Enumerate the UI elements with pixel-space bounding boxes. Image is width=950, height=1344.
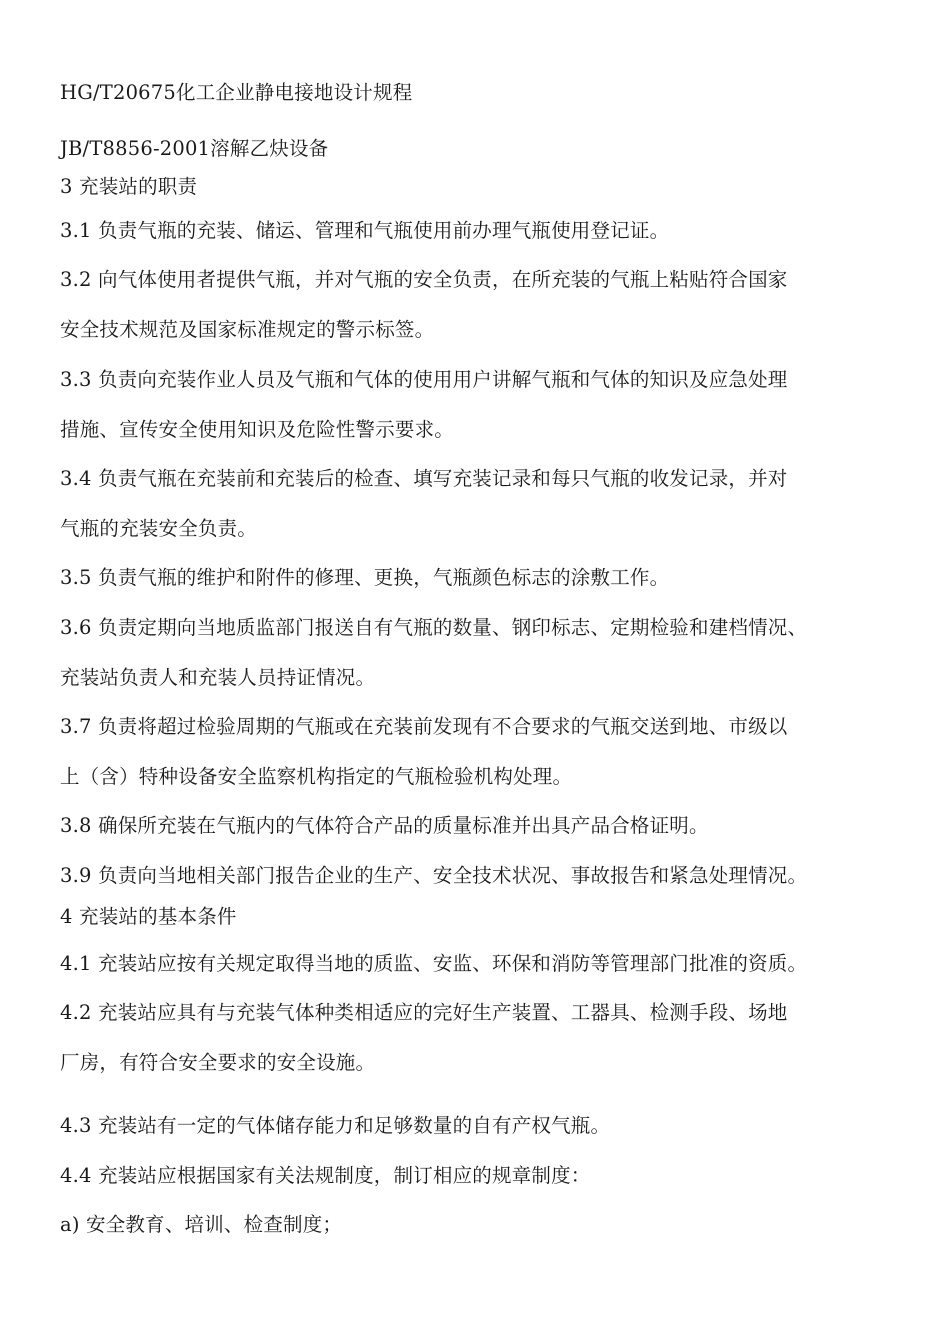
clause-line: 3.1 负责气瓶的充装、储运、管理和气瓶使用前办理气瓶使用登记证。 xyxy=(60,219,670,242)
clause-line: 3.3 负责向充装作业人员及气瓶和气体的使用用户讲解气瓶和气体的知识及应急处理 xyxy=(60,368,788,391)
clause-line: 3.5 负责气瓶的维护和附件的修理、更换，气瓶颜色标志的涂敷工作。 xyxy=(60,566,670,589)
clause-line: 3.8 确保所充装在气瓶内的气体符合产品的质量标准并出具产品合格证明。 xyxy=(60,814,709,837)
clause-line: 4.1 充装站应按有关规定取得当地的质监、安监、环保和消防等管理部门批准的资质。 xyxy=(60,952,808,975)
clause-line: 4.4 充装站应根据国家有关法规制度，制订相应的规章制度： xyxy=(60,1164,591,1187)
section-heading: 4 充装站的基本条件 xyxy=(60,905,237,928)
clause-line: 3.7 负责将超过检验周期的气瓶或在充装前发现有不合要求的气瓶交送到地、市级以 xyxy=(60,715,788,738)
clause-line: 3.2 向气体使用者提供气瓶，并对气瓶的安全负责，在所充装的气瓶上粘贴符合国家 xyxy=(60,268,788,291)
clause-continuation-line: 气瓶的充装安全负责。 xyxy=(60,517,258,540)
clause-line: 3.6 负责定期向当地质监部门报送自有气瓶的数量、钢印标志、定期检验和建档情况、 xyxy=(60,616,808,639)
clause-continuation-line: 厂房，有符合安全要求的安全设施。 xyxy=(60,1051,376,1074)
clause-continuation-line: 充装站负责人和充装人员持证情况。 xyxy=(60,666,376,689)
list-item-line: a) 安全教育、培训、检查制度； xyxy=(60,1213,343,1236)
section-heading: 3 充装站的职责 xyxy=(60,175,198,198)
clause-continuation-line: 安全技术规范及国家标准规定的警示标签。 xyxy=(60,318,435,341)
clause-line: 3.9 负责向当地相关部门报告企业的生产、安全技术状况、事故报告和紧急处理情况。 xyxy=(60,864,808,887)
standard-reference-line: HG/T20675化工企业静电接地设计规程 xyxy=(60,81,413,104)
clause-continuation-line: 措施、宣传安全使用知识及危险性警示要求。 xyxy=(60,418,455,441)
standard-reference-line: JB/T8856-2001溶解乙炔设备 xyxy=(60,137,329,160)
clause-line: 4.3 充装站有一定的气体储存能力和足够数量的自有产权气瓶。 xyxy=(60,1114,611,1137)
clause-line: 3.4 负责气瓶在充装前和充装后的检查、填写充装记录和每只气瓶的收发记录，并对 xyxy=(60,467,788,490)
clause-line: 4.2 充装站应具有与充装气体种类相适应的完好生产装置、工器具、检测手段、场地 xyxy=(60,1001,788,1024)
clause-continuation-line: 上（含）特种设备安全监察机构指定的气瓶检验机构处理。 xyxy=(60,765,573,788)
